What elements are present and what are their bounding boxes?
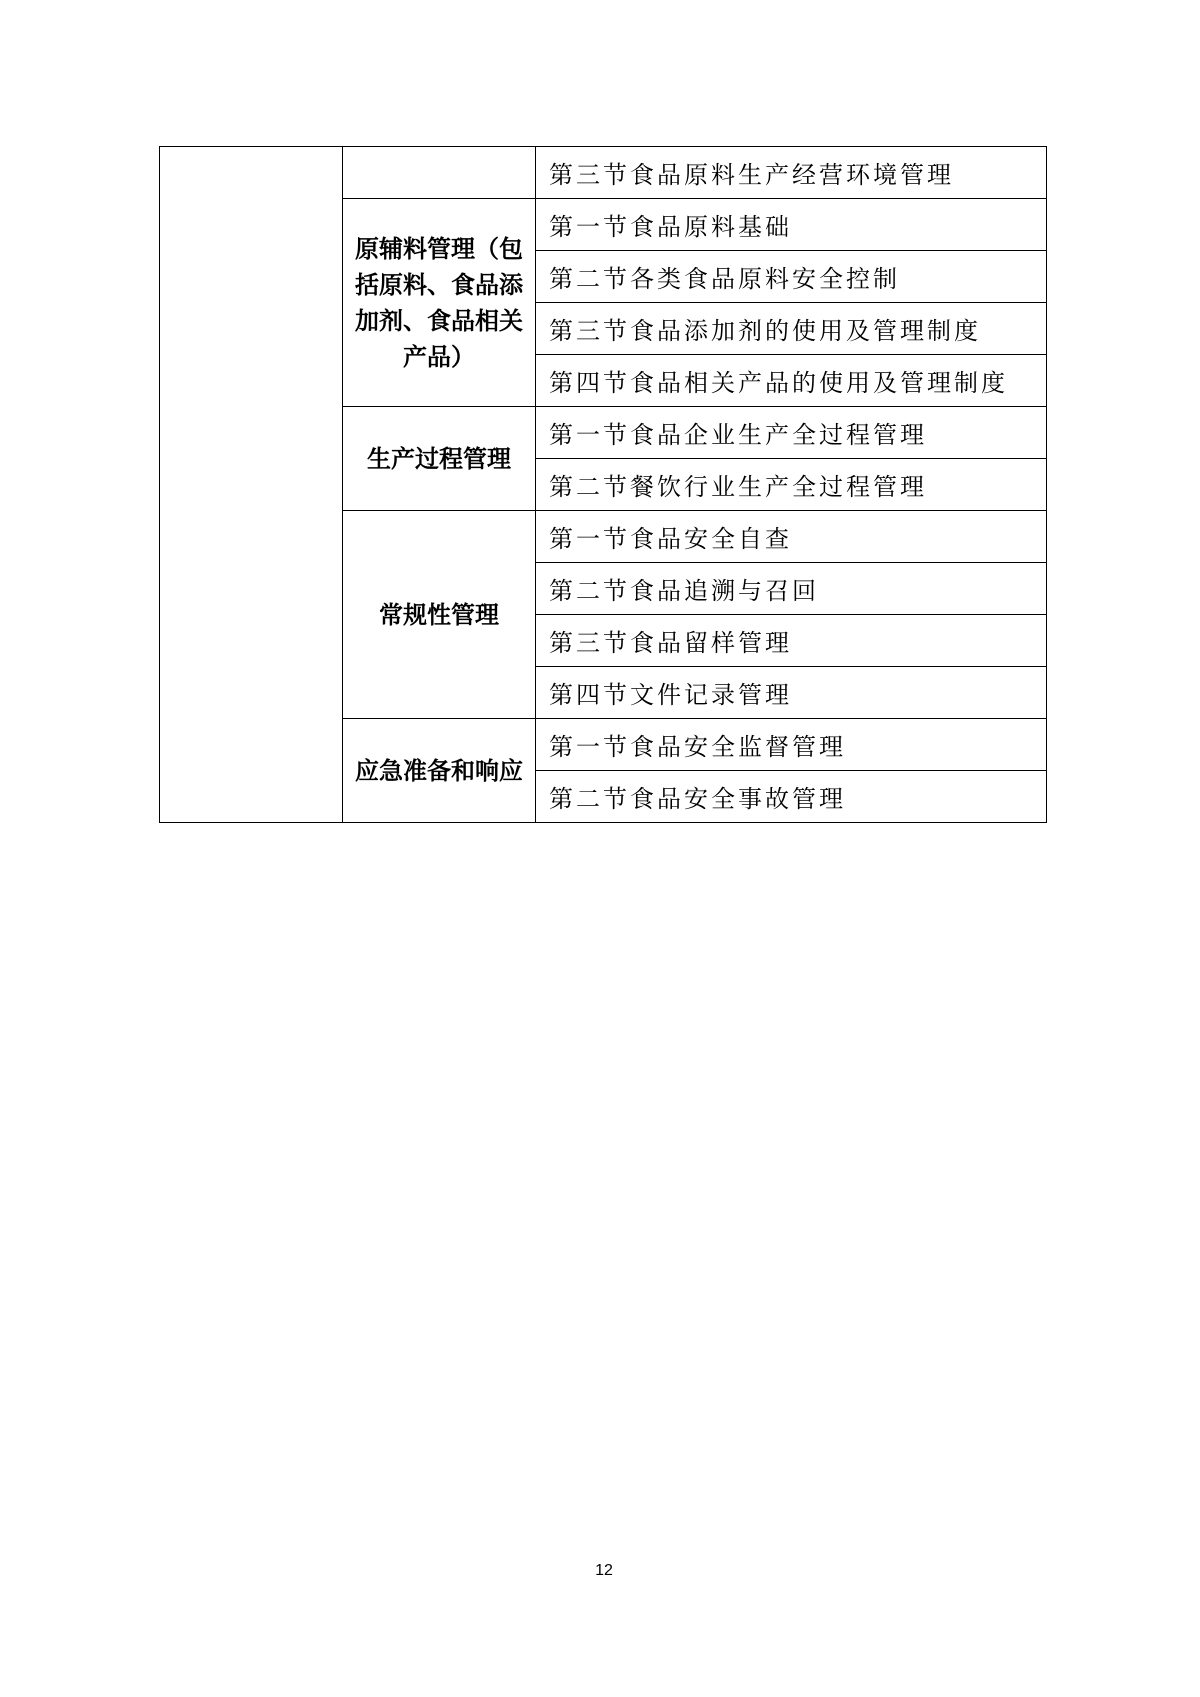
section-cell: 第二节各类食品原料安全控制 (536, 251, 1047, 303)
table-row (160, 147, 1047, 199)
section-cell: 第一节食品安全自查 (536, 511, 1047, 563)
section-cell: 第一节食品原料基础 (536, 199, 1047, 251)
category-cell: 常规性管理 (343, 511, 536, 719)
section-cell: 第四节食品相关产品的使用及管理制度 (536, 355, 1047, 407)
section-cell: 第一节食品安全监督管理 (536, 719, 1047, 771)
section-cell: 第三节食品原料生产经营环境管理 (536, 147, 1047, 199)
category-cell: 原辅料管理（包括原料、食品添加剂、食品相关产品） (343, 199, 536, 407)
section-cell: 第二节食品追溯与召回 (536, 563, 1047, 615)
section-cell: 第三节食品添加剂的使用及管理制度 (536, 303, 1047, 355)
section-cell: 第二节餐饮行业生产全过程管理 (536, 459, 1047, 511)
section-cell: 第一节食品企业生产全过程管理 (536, 407, 1047, 459)
section-cell: 第三节食品留样管理 (536, 615, 1047, 667)
category-cell (343, 147, 536, 199)
page-number: 12 (595, 1562, 613, 1579)
category-cell: 应急准备和响应 (343, 719, 536, 823)
category-cell: 生产过程管理 (343, 407, 536, 511)
module-cell (160, 147, 343, 823)
section-cell: 第二节食品安全事故管理 (536, 771, 1047, 823)
section-cell: 第四节文件记录管理 (536, 667, 1047, 719)
course-outline-table (159, 146, 1047, 823)
